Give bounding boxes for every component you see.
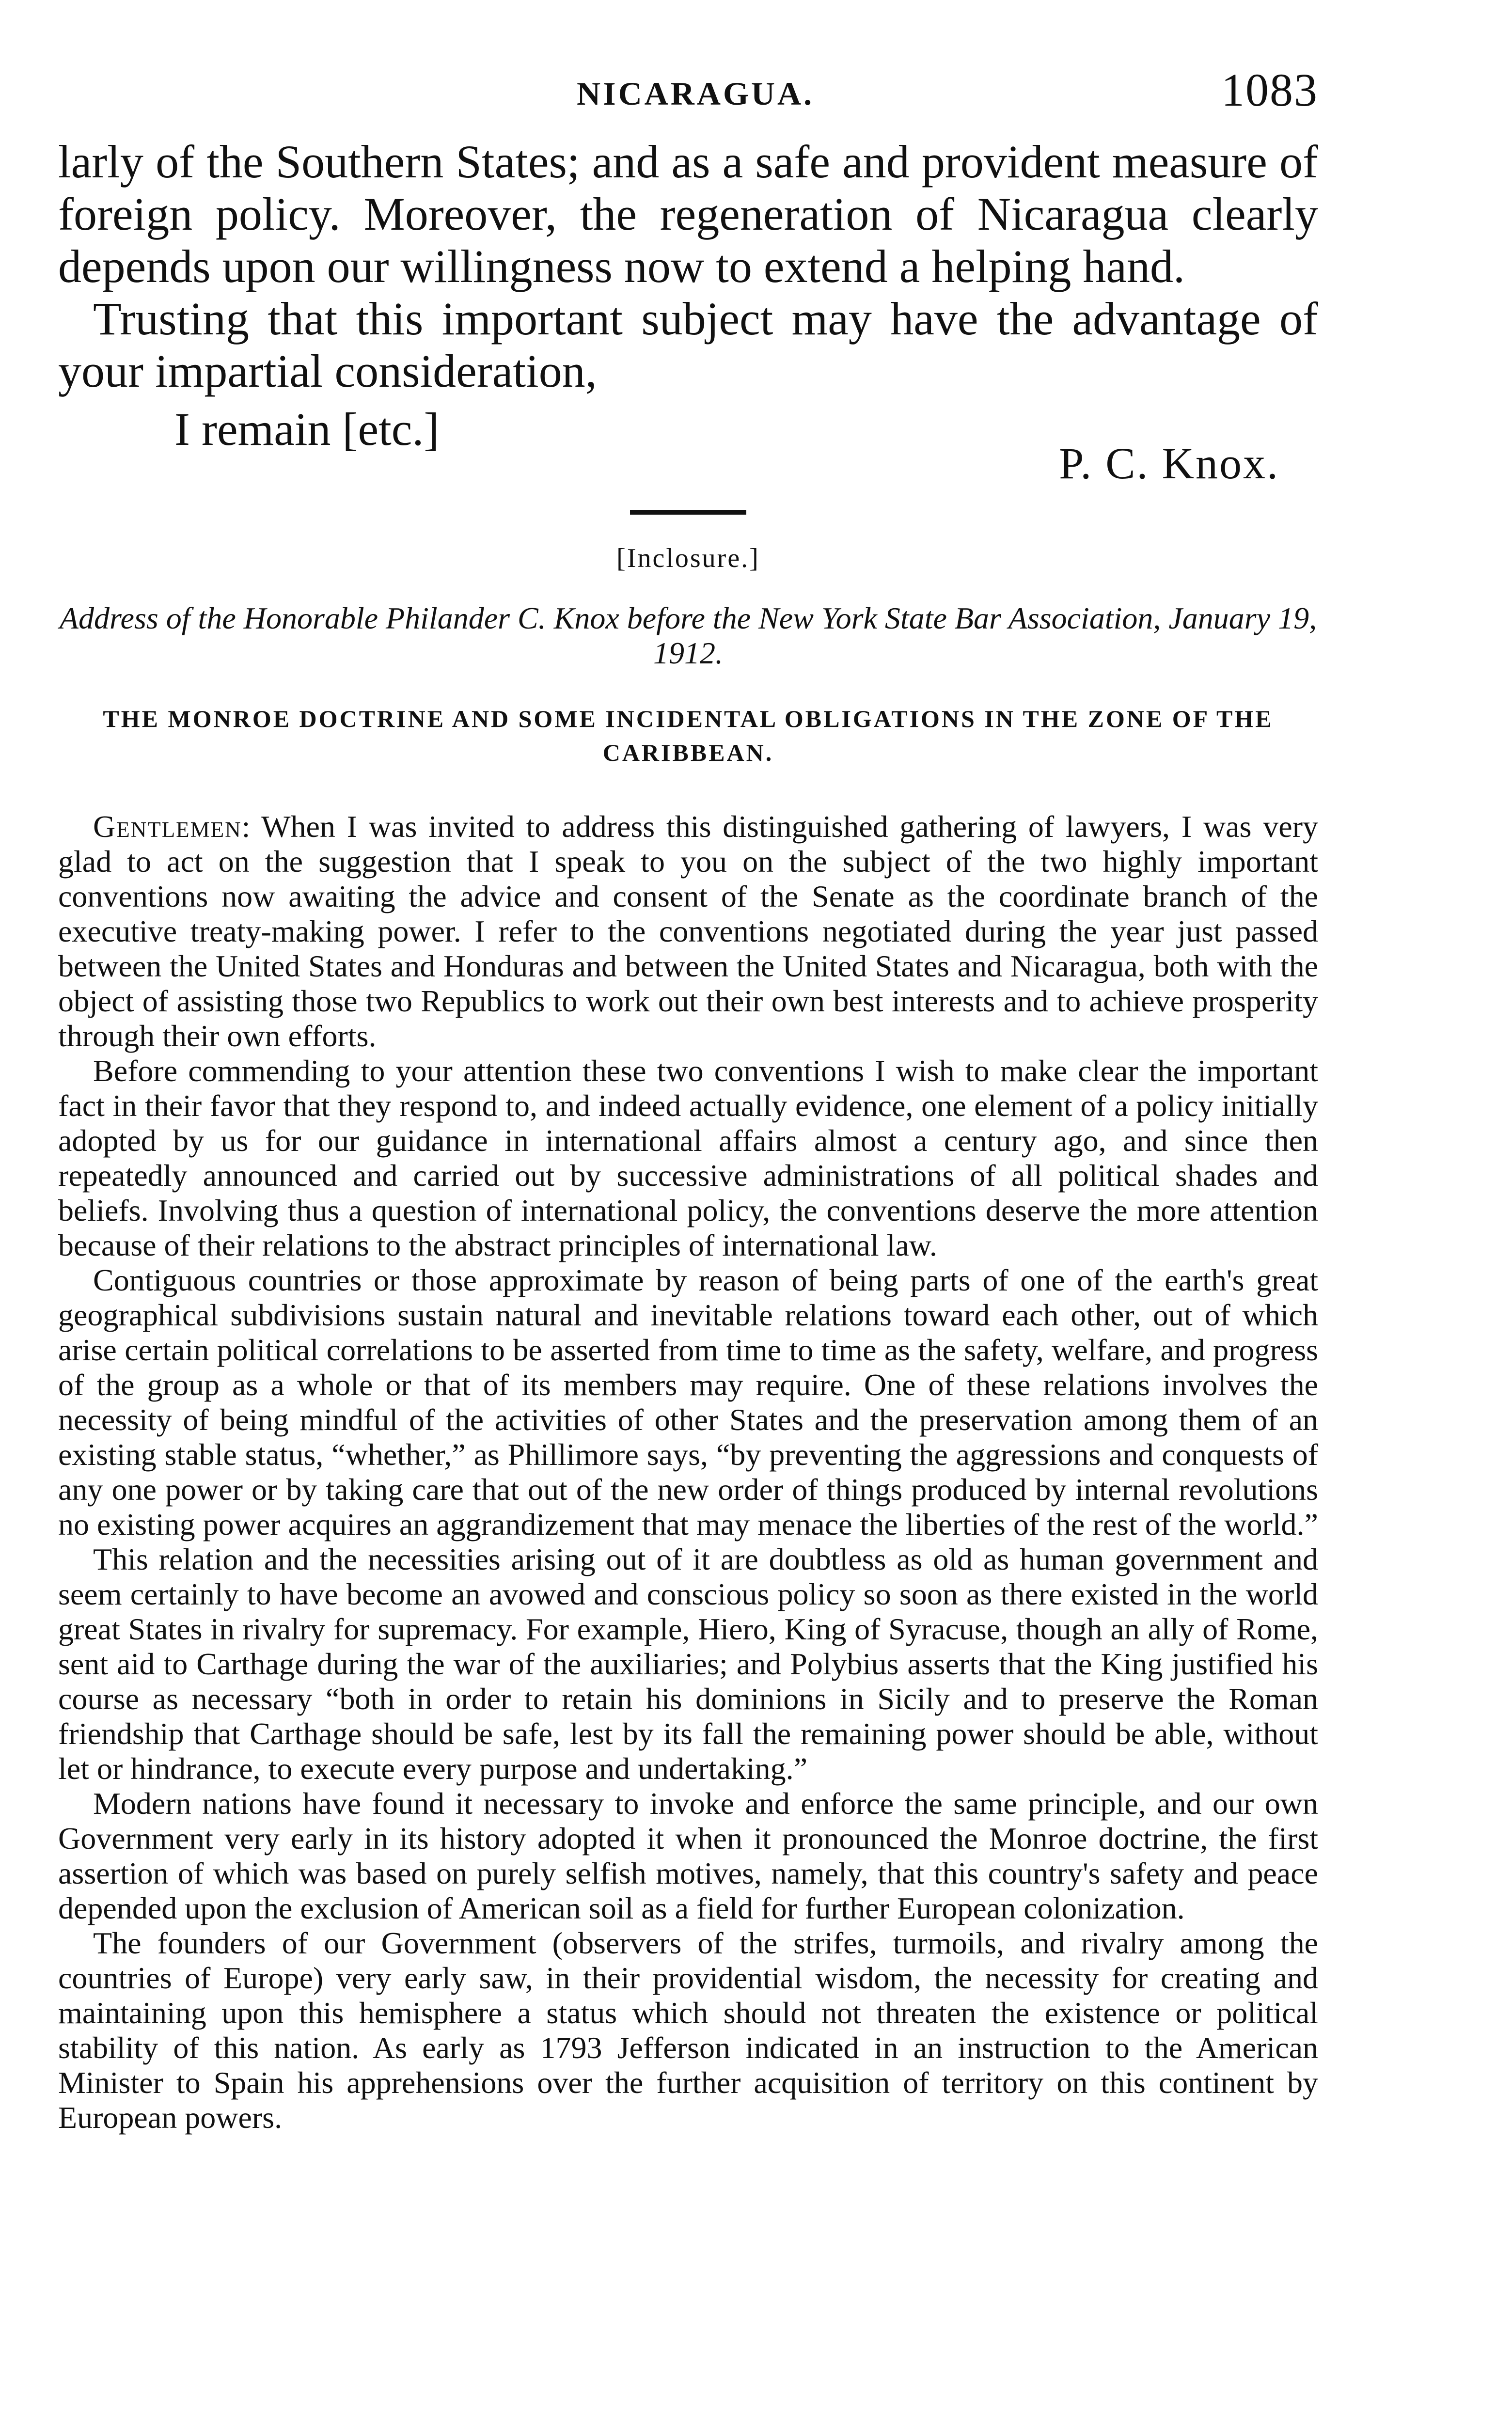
running-header [58, 53, 1318, 121]
page-number: 1083 [1221, 64, 1318, 116]
speech-paragraph-3: Contiguous countries or those approximate by reason of being parts of one of the earth's great geographical subdivisions sustain natural and inevitable relations toward each other, out of which arise certain political correlations to be asserted from time to time as the safety, welfare, and progress of the group as a whole or that of its members may require. One of these relations involves the necessity of being mindful of the activities of other States and the preservation among them of an existing stable status, “whether,” as Phillimore says, “by preventing the aggressions and conquests of any one power or by taking care that out of the new order of things produced by internal revolutions no existing power acquires an aggrandizement that may menace the liberties of the rest of the world.” [58, 1263, 1318, 1542]
speech-paragraph-1 [58, 809, 1318, 1054]
speech-paragraph-1-text: : When I was invited to address this distinguished gathering of lawyers, I was very glad to act on the suggestion that I speak to you on the subject of the two highly important conventions now awaiting the advice and consent of the Senate as the coordinate branch of the executive treaty-making power. I refer to the conventions negotiated during the year just passed between the United States and Honduras and between the United States and Nicaragua, both with the object of assisting those two Republics to work out their own best interests and to achieve prosperity through their own efforts. [58, 809, 1318, 1053]
section-heading: THE MONROE DOCTRINE AND SOME INCIDENTAL OBLIGATIONS IN THE ZONE OF THE CARIBBEAN. [103, 705, 1274, 766]
closing-line: I remain [etc.] [174, 403, 440, 455]
speech-paragraph-5: Modern nations have found it necessary to invoke and enforce the same principle, and our own Government very early in its history adopted it when it pronounced the Monroe doctrine, the first assertion of which was based on purely selfish motives, namely, that this country's safety and peace depended upon the exclusion of American soil as a field for further European colonization. [58, 1786, 1318, 1925]
letter-closing [58, 403, 1318, 490]
enclosure-label: [Inclosure.] [616, 543, 760, 573]
signature: P. C. Knox. [1059, 439, 1279, 488]
letter-paragraph-1: larly of the Southern States; and as a safe and provident measure of foreign policy. Moreover, the regeneration of Nicaragua clearly depends upon our willingness now to extend a helping hand. [58, 136, 1318, 292]
page-body [58, 136, 1318, 2135]
letter-paragraph-2: Trusting that this important subject may have the advantage of your impartial consideration, [58, 293, 1318, 397]
section-rule [630, 510, 746, 515]
salutation: Gentlemen [93, 809, 242, 844]
speech-paragraph-4: This relation and the necessities arising out of it are doubtless as old as human government and seem certainly to have become an avowed and conscious policy so soon as there existed in the world great States in rivalry for supremacy. For example, Hiero, King of Syracuse, though an ally of Rome, sent aid to Carthage during the war of the auxiliaries; and Polybius asserts that the King justified his course as necessary “both in order to retain his dominions in Sicily and to preserve the Roman friendship that Carthage should be safe, lest by its fall the remaining power should be able, without let or hindrance, to execute every purpose and undertaking.” [58, 1542, 1318, 1786]
speech-paragraph-6: The founders of our Government (observers of the strifes, turmoils, and rivalry among the countries of Europe) very early saw, in their providential wisdom, the necessity for creating and maintaining upon this hemisphere a status which should not threaten the existence or political stability of this nation. As early as 1793 Jefferson indicated in an instruction to the American Minister to Spain his apprehensions over the further acquisition of territory on this continent by European powers. [58, 1926, 1318, 2135]
speech-text [58, 809, 1318, 2135]
address-title: Address of the Honorable Philander C. Knox before the New York State Bar Association, January 19, 1912. [59, 601, 1317, 670]
running-title: NICARAGUA. [577, 75, 815, 112]
letter-continuation [58, 136, 1318, 397]
speech-paragraph-2: Before commending to your attention these two conventions I wish to make clear the important fact in their favor that they respond to, and indeed actually evidence, one element of a policy initially adopted by us for our guidance in international affairs almost a century ago, and since then repeatedly announced and carried out by successive administrations of all political shades and beliefs. Involving thus a question of international policy, the conventions deserve the more attention because of their relations to the abstract principles of international law. [58, 1054, 1318, 1262]
